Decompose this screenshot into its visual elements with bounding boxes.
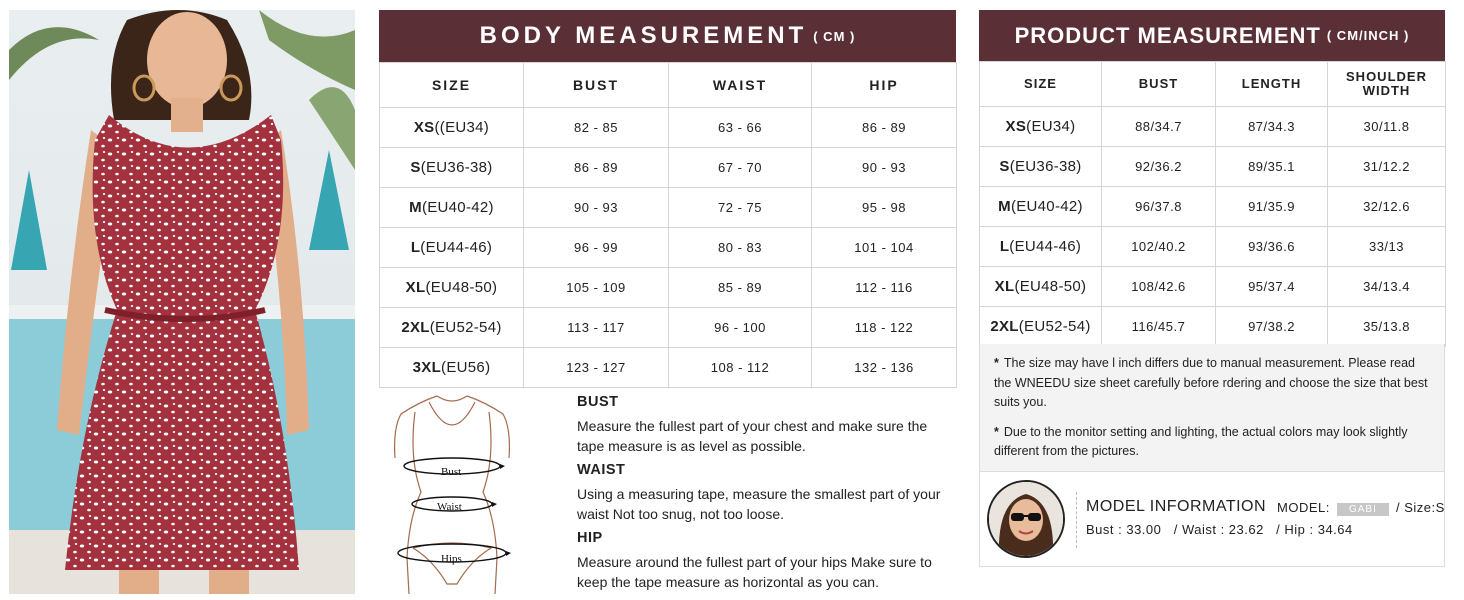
hip-cell: 101 - 104	[812, 228, 957, 268]
size-cell	[980, 267, 1102, 307]
size-label: L	[410, 239, 421, 256]
eu-size: (EU56)	[441, 359, 491, 376]
bust-cell: 102/40.2	[1102, 227, 1216, 267]
length-cell: 89/35.1	[1216, 147, 1328, 187]
column-header-size: SIZE	[380, 63, 524, 108]
column-header-size: SIZE	[980, 62, 1102, 107]
model-avatar	[987, 480, 1065, 558]
table-row	[380, 148, 957, 188]
size-cell	[380, 188, 524, 228]
table-row	[380, 348, 957, 388]
table-header-row	[380, 63, 957, 108]
column-header-length: LENGTH	[1216, 62, 1328, 107]
product-measurement-unit: ( CM/INCH )	[1326, 28, 1410, 43]
waist-cell: 67 - 70	[669, 148, 812, 188]
size-cell	[380, 228, 524, 268]
note-marker: *	[994, 356, 999, 370]
eu-size: (EU40-42)	[421, 199, 494, 216]
bust-cell: 92/36.2	[1102, 147, 1216, 187]
product-measurement-banner	[979, 10, 1445, 61]
guide-title-hip: HIP	[577, 530, 603, 546]
divider	[1076, 492, 1077, 548]
table-row	[980, 107, 1446, 147]
size-cell	[380, 348, 524, 388]
waist-cell: 63 - 66	[669, 108, 812, 148]
length-cell: 87/34.3	[1216, 107, 1328, 147]
length-cell: 93/36.6	[1216, 227, 1328, 267]
hip-cell: 86 - 89	[812, 108, 957, 148]
guide-title-waist: WAIST	[577, 462, 626, 478]
size-cell	[980, 147, 1102, 187]
hip-cell: 112 - 116	[812, 268, 957, 308]
bust-cell: 113 - 117	[524, 308, 669, 348]
body-measurement-unit: ( CM )	[813, 28, 856, 44]
product-measurement-title: PRODUCT MEASUREMENT	[1014, 22, 1321, 48]
eu-size: ((EU34)	[434, 119, 490, 136]
waist-cell: 85 - 89	[669, 268, 812, 308]
note-text: Due to the monitor setting and lighting, the actual colors may look slightly different from the pictures.	[994, 424, 1408, 458]
diagram-waist-label: Waist	[437, 501, 462, 513]
body-measurement-table	[379, 62, 957, 388]
length-cell: 97/38.2	[1216, 307, 1328, 347]
guide-section-hip	[577, 528, 947, 592]
bust-cell: 82 - 85	[524, 108, 669, 148]
table-row	[380, 228, 957, 268]
diagram-bust-label: Bust	[441, 466, 462, 478]
size-label: XL	[994, 278, 1015, 295]
waist-cell: 72 - 75	[669, 188, 812, 228]
column-header-waist: WAIST	[669, 63, 812, 108]
bust-cell: 88/34.7	[1102, 107, 1216, 147]
shoulder-cell: 35/13.8	[1328, 307, 1446, 347]
eu-size: (EU36-38)	[1009, 158, 1082, 175]
waist-cell: 108 - 112	[669, 348, 812, 388]
shoulder-cell: 32/12.6	[1328, 187, 1446, 227]
measurement-diagram	[379, 388, 525, 594]
size-cell	[980, 307, 1102, 347]
table-row	[980, 187, 1446, 227]
length-cell: 91/35.9	[1216, 187, 1328, 227]
table-row	[980, 267, 1446, 307]
note-item	[994, 354, 1430, 413]
table-row	[380, 108, 957, 148]
guide-section-bust	[577, 392, 947, 456]
size-label: XL	[405, 279, 426, 296]
size-label: 2XL	[990, 318, 1019, 335]
guide-text-hip: Measure around the fullest part of your hips Make sure to keep the tape measure as horizontal as you can.	[577, 554, 932, 590]
eu-size: (EU44-46)	[1009, 238, 1082, 255]
bust-cell: 108/42.6	[1102, 267, 1216, 307]
body-measurement-title: BODY MEASUREMENT	[479, 22, 808, 49]
note-text: The size may have l inch differs due to manual measurement. Please read the WNEEDU size sheet carefully before rdering and choose the size that best suits you.	[994, 356, 1428, 409]
size-label: S	[999, 158, 1010, 175]
measurement-guide	[577, 392, 947, 596]
size-cell	[380, 308, 524, 348]
column-header-bust: BUST	[1102, 62, 1216, 107]
diagram-hips-label: Hips	[441, 553, 462, 565]
model-name: GABI	[1337, 503, 1389, 516]
size-label: 2XL	[401, 319, 430, 336]
bust-cell: 116/45.7	[1102, 307, 1216, 347]
table-row	[380, 308, 957, 348]
table-row	[980, 227, 1446, 267]
product-measurement-table	[979, 61, 1446, 347]
waist-cell: 96 - 100	[669, 308, 812, 348]
bust-cell: 96/37.8	[1102, 187, 1216, 227]
size-notes	[979, 344, 1445, 472]
bust-cell: 96 - 99	[524, 228, 669, 268]
size-label: M	[998, 198, 1011, 215]
size-label: 3XL	[412, 359, 442, 376]
hip-cell: 90 - 93	[812, 148, 957, 188]
table-row	[380, 188, 957, 228]
size-cell	[380, 108, 524, 148]
size-cell	[980, 107, 1102, 147]
size-label: M	[409, 199, 422, 216]
eu-size: (EU48-50)	[1014, 278, 1087, 295]
guide-section-waist	[577, 460, 947, 524]
shoulder-cell: 31/12.2	[1328, 147, 1446, 187]
table-row	[980, 307, 1446, 347]
bust-cell: 105 - 109	[524, 268, 669, 308]
eu-size: (EU40-42)	[1010, 198, 1083, 215]
eu-size: (EU48-50)	[425, 279, 498, 296]
model-information	[979, 472, 1445, 567]
table-header-row	[980, 62, 1446, 107]
model-name-line	[1277, 500, 1445, 515]
hip-cell: 118 - 122	[812, 308, 957, 348]
model-info-title: MODEL INFORMATION	[1086, 498, 1267, 515]
guide-text-waist: Using a measuring tape, measure the smallest part of your waist Not too snug, not too loose.	[577, 486, 941, 522]
hip-cell: 95 - 98	[812, 188, 957, 228]
eu-size: (EU52-54)	[1018, 318, 1091, 335]
note-marker: *	[994, 424, 999, 439]
size-cell	[380, 268, 524, 308]
size-label: L	[999, 238, 1010, 255]
eu-size: (EU52-54)	[429, 319, 502, 336]
eu-size: (EU34)	[1026, 118, 1076, 135]
note-item	[994, 423, 1430, 462]
size-label: XS	[1005, 118, 1027, 135]
size-cell	[980, 187, 1102, 227]
size-label: XS	[413, 119, 435, 136]
bust-cell: 123 - 127	[524, 348, 669, 388]
body-measurement-banner	[379, 10, 956, 62]
shoulder-cell: 34/13.4	[1328, 267, 1446, 307]
column-header-bust: BUST	[524, 63, 669, 108]
waist-cell: 80 - 83	[669, 228, 812, 268]
column-header-hip: HIP	[812, 63, 957, 108]
table-row	[980, 147, 1446, 187]
eu-size: (EU44-46)	[420, 239, 493, 256]
shoulder-cell: 33/13	[1328, 227, 1446, 267]
model-photo	[9, 10, 355, 594]
column-header-shoulder-width: SHOULDER WIDTH	[1328, 62, 1446, 107]
model-label: MODEL:	[1277, 500, 1330, 515]
shoulder-cell: 30/11.8	[1328, 107, 1446, 147]
model-stats: Bust : 33.00 / Waist : 23.62 / Hip : 34.64	[1086, 522, 1353, 537]
table-row	[380, 268, 957, 308]
size-label: S	[410, 159, 421, 176]
guide-title-bust: BUST	[577, 394, 619, 410]
bust-cell: 90 - 93	[524, 188, 669, 228]
hip-cell: 132 - 136	[812, 348, 957, 388]
model-size: / Size:S	[1396, 500, 1445, 515]
size-cell	[380, 148, 524, 188]
bust-cell: 86 - 89	[524, 148, 669, 188]
length-cell: 95/37.4	[1216, 267, 1328, 307]
eu-size: (EU36-38)	[420, 159, 493, 176]
size-cell	[980, 227, 1102, 267]
guide-text-bust: Measure the fullest part of your chest and make sure the tape measure is as level as possible.	[577, 418, 928, 454]
